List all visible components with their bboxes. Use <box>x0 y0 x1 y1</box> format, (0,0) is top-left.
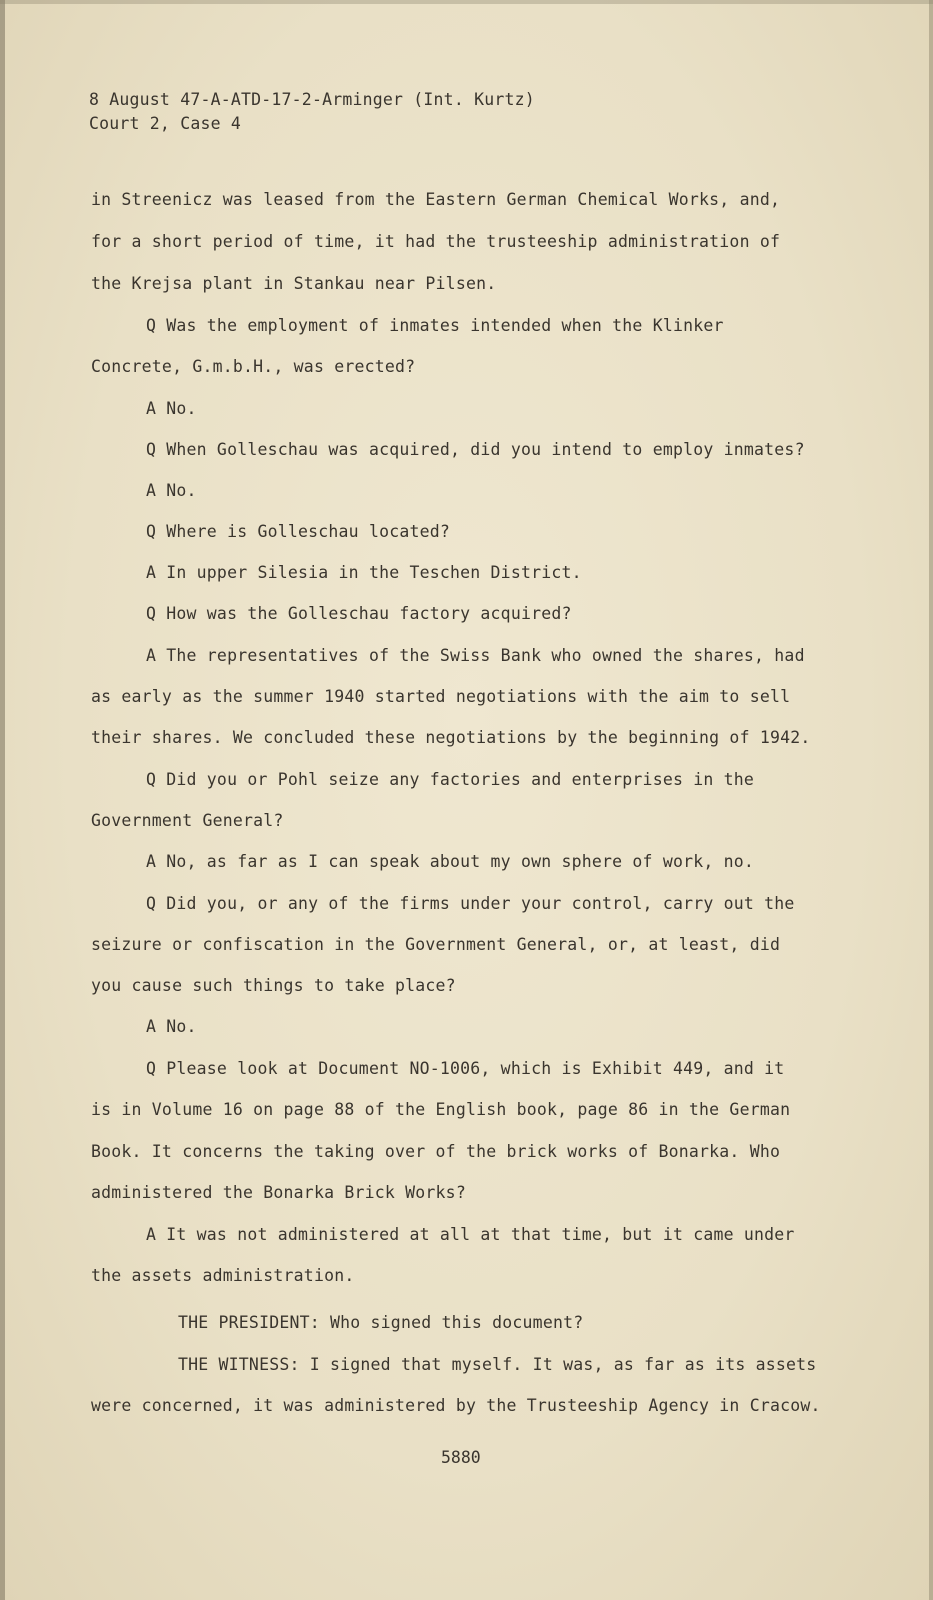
question-line: Q When Golleschau was acquired, did you intend to employ inmates? <box>146 440 805 459</box>
header-line-1: 8 August 47-A-ATD-17-2-Arminger (Int. Kurtz) <box>89 90 535 109</box>
page-edge-right <box>929 0 933 1600</box>
header-line-2: Court 2, Case 4 <box>89 114 242 133</box>
answer-line: A In upper Silesia in the Teschen District. <box>146 563 582 582</box>
transcript-line: is in Volume 16 on page 88 of the English book, page 86 in the German <box>91 1100 791 1119</box>
question-line: Q Was the employment of inmates intended when the Klinker <box>146 316 724 335</box>
transcript-line: the assets administration. <box>91 1266 355 1285</box>
transcript-line: in Streenicz was leased from the Eastern German Chemical Works, and, <box>91 190 781 209</box>
answer-line: A No. <box>146 1017 197 1036</box>
question-line: Q Did you, or any of the firms under your control, carry out the <box>146 894 795 913</box>
page-edge-top <box>0 0 933 4</box>
transcript-line: were concerned, it was administered by the Trusteeship Agency in Cracow. <box>91 1396 821 1415</box>
president-line: THE PRESIDENT: Who signed this document? <box>178 1313 584 1332</box>
answer-line: A It was not administered at all at that time, but it came under <box>146 1225 795 1244</box>
answer-line: A No. <box>146 481 197 500</box>
transcript-line: administered the Bonarka Brick Works? <box>91 1183 466 1202</box>
transcript-line: Concrete, G.m.b.H., was erected? <box>91 357 416 376</box>
transcript-line: Book. It concerns the taking over of the brick works of Bonarka. Who <box>91 1142 781 1161</box>
witness-line: THE WITNESS: I signed that myself. It was, as far as its assets <box>178 1355 817 1374</box>
answer-line: A The representatives of the Swiss Bank who owned the shares, had <box>146 646 805 665</box>
transcript-line: Government General? <box>91 811 284 830</box>
transcript-line: you cause such things to take place? <box>91 976 456 995</box>
transcript-line: as early as the summer 1940 started negotiations with the aim to sell <box>91 687 791 706</box>
question-line: Q Did you or Pohl seize any factories and enterprises in the <box>146 770 755 789</box>
question-line: Q Where is Golleschau located? <box>146 522 451 541</box>
page-number: 5880 <box>441 1448 481 1467</box>
transcript-line: the Krejsa plant in Stankau near Pilsen. <box>91 274 497 293</box>
transcript-line: their shares. We concluded these negotiations by the beginning of 1942. <box>91 728 811 747</box>
answer-line: A No. <box>146 399 197 418</box>
question-line: Q Please look at Document NO-1006, which is Exhibit 449, and it <box>146 1059 785 1078</box>
answer-line: A No, as far as I can speak about my own sphere of work, no. <box>146 852 755 871</box>
question-line: Q How was the Golleschau factory acquired? <box>146 604 572 623</box>
transcript-line: seizure or confiscation in the Government General, or, at least, did <box>91 935 781 954</box>
transcript-line: for a short period of time, it had the trusteeship administration of <box>91 232 781 251</box>
page-edge-left <box>0 0 5 1600</box>
